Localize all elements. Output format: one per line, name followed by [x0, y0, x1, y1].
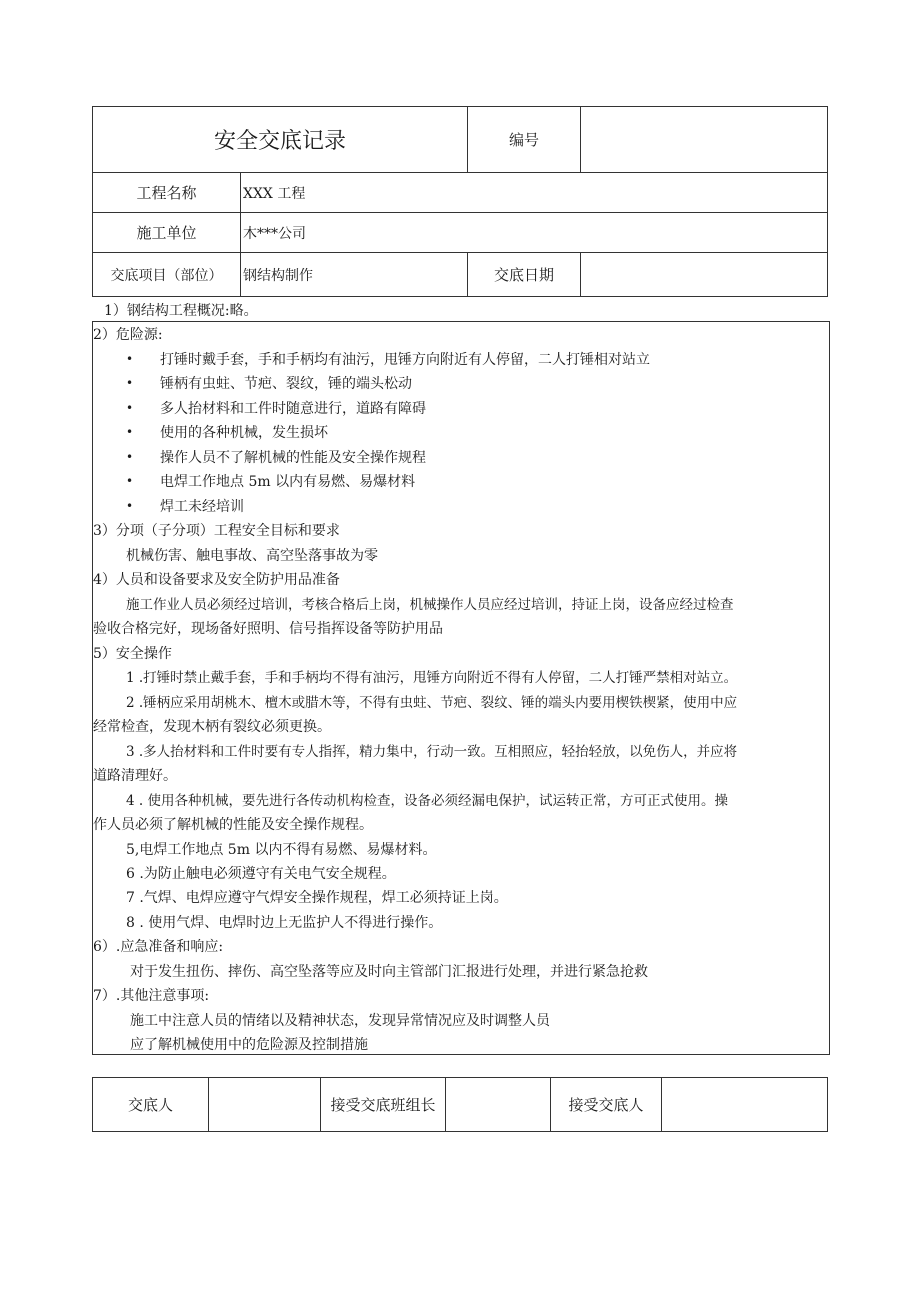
number-value[interactable]	[581, 107, 827, 172]
discloser-label: 交底人	[127, 1096, 173, 1114]
project-name-label: 工程名称	[136, 184, 197, 202]
bullet-icon: •	[126, 450, 134, 464]
project-name-value[interactable]: XXX 工程	[243, 185, 306, 202]
emergency-text: 对于发生扭伤、摔伤、高空坠落等应及时向主管部门汇报进行处理，并进行紧急抢救	[130, 964, 648, 980]
hazard-item: 打锤时戴手套，手和手柄均有油污，甩锤方向附近有人停留，二人打锤相对站立	[160, 352, 650, 368]
op-item: 道路清理好。	[93, 768, 177, 784]
bullet-icon: •	[126, 499, 134, 513]
op-item: 8 . 使用气焊、电焊时边上无监护人不得进行操作。	[126, 915, 443, 931]
receiver-signature-field[interactable]	[662, 1078, 827, 1131]
other-text: 施工中注意人员的情绪以及精神状态，发现异常情况应及时调整人员	[130, 1013, 550, 1029]
emergency-heading: 6）.应急准备和响应:	[93, 939, 224, 955]
number-label: 编号	[508, 131, 539, 149]
item-value[interactable]: 钢结构制作	[243, 267, 313, 284]
discloser-signature-field[interactable]	[209, 1078, 320, 1131]
personnel-text: 施工作业人员必须经过培训，考核合格后上岗，机械操作人员应经过培训，持证上岗，设备应经过检查	[126, 597, 734, 613]
op-item: 2 .锤柄应采用胡桃木、檀木或腊木等，不得有虫蛀、节疤、裂纹、锤的端头内要用楔铁楔紧，使用中应	[126, 695, 738, 711]
team-leader-signature-field[interactable]	[446, 1078, 550, 1131]
bullet-icon: •	[126, 474, 134, 488]
op-item: 1 .打锤时禁止戴手套，手和手柄均不得有油污，甩锤方向附近不得有人停留，二人打锤严禁相对站立。	[126, 670, 738, 686]
bullet-icon: •	[126, 401, 134, 415]
bullet-icon: •	[126, 376, 134, 390]
bullet-icon: •	[126, 425, 134, 439]
item-label: 交底项目（部位）	[110, 267, 223, 284]
date-label: 交底日期	[493, 266, 554, 284]
hazard-item: 多人抬材料和工件时随意进行，道路有障碍	[160, 401, 426, 417]
bullet-icon: •	[126, 352, 134, 366]
op-item: 经常检查，发现木柄有裂纹必须更换。	[93, 719, 331, 735]
hazard-item: 锤柄有虫蛀、节疤、裂纹，锤的端头松动	[160, 376, 412, 392]
date-value[interactable]	[581, 253, 827, 296]
page-title: 安全交底记录	[213, 129, 346, 154]
team-leader-label: 接受交底班组长	[330, 1096, 436, 1114]
hazard-item: 操作人员不了解机械的性能及安全操作规程	[160, 450, 426, 466]
personnel-text: 验收合格完好，现场备好照明、信号指挥设备等防护用品	[93, 621, 443, 637]
op-item: 3 .多人抬材料和工件时要有专人指挥，精力集中，行动一致。互相照应，轻抬轻放，以免伤人，并应将	[126, 744, 738, 760]
targets-text: 机械伤害、触电事故、高空坠落事故为零	[126, 548, 378, 564]
targets-heading: 3）分项（子分项）工程安全目标和要求	[93, 523, 340, 539]
receiver-label: 接受交底人	[568, 1096, 644, 1114]
hazard-item: 电焊工作地点 5m 以内有易燃、易爆材料	[160, 474, 416, 490]
op-item: 6 .为防止触电必须遵守有关电气安全规程。	[126, 866, 396, 882]
other-text: 应了解机械使用中的危险源及控制措施	[130, 1037, 368, 1053]
op-item: 作人员必须了解机械的性能及安全操作规程。	[93, 817, 373, 833]
hazard-item: 焊工未经培训	[160, 499, 244, 515]
op-item: 4 . 使用各种机械，要先进行各传动机构检查，设备必须经漏电保护，试运转正常，方可正式使用。操	[126, 793, 728, 809]
construction-unit-label: 施工单位	[136, 224, 197, 242]
construction-unit-value[interactable]: 木***公司	[243, 225, 306, 242]
hazards-heading: 2）危险源:	[93, 327, 163, 343]
op-item: 7 .气焊、电焊应遵守气焊安全操作规程，焊工必须持证上岗。	[126, 890, 508, 906]
other-heading: 7）.其他注意事项:	[93, 988, 210, 1004]
personnel-heading: 4）人员和设备要求及安全防护用品准备	[93, 572, 340, 588]
hazard-item: 使用的各种机械，发生损坏	[160, 425, 328, 441]
overview-text: 1）钢结构工程概况:略。	[104, 303, 258, 319]
ops-heading: 5）安全操作	[93, 646, 172, 662]
op-item: 5,电焊工作地点 5m 以内不得有易燃、易爆材料。	[126, 842, 437, 858]
